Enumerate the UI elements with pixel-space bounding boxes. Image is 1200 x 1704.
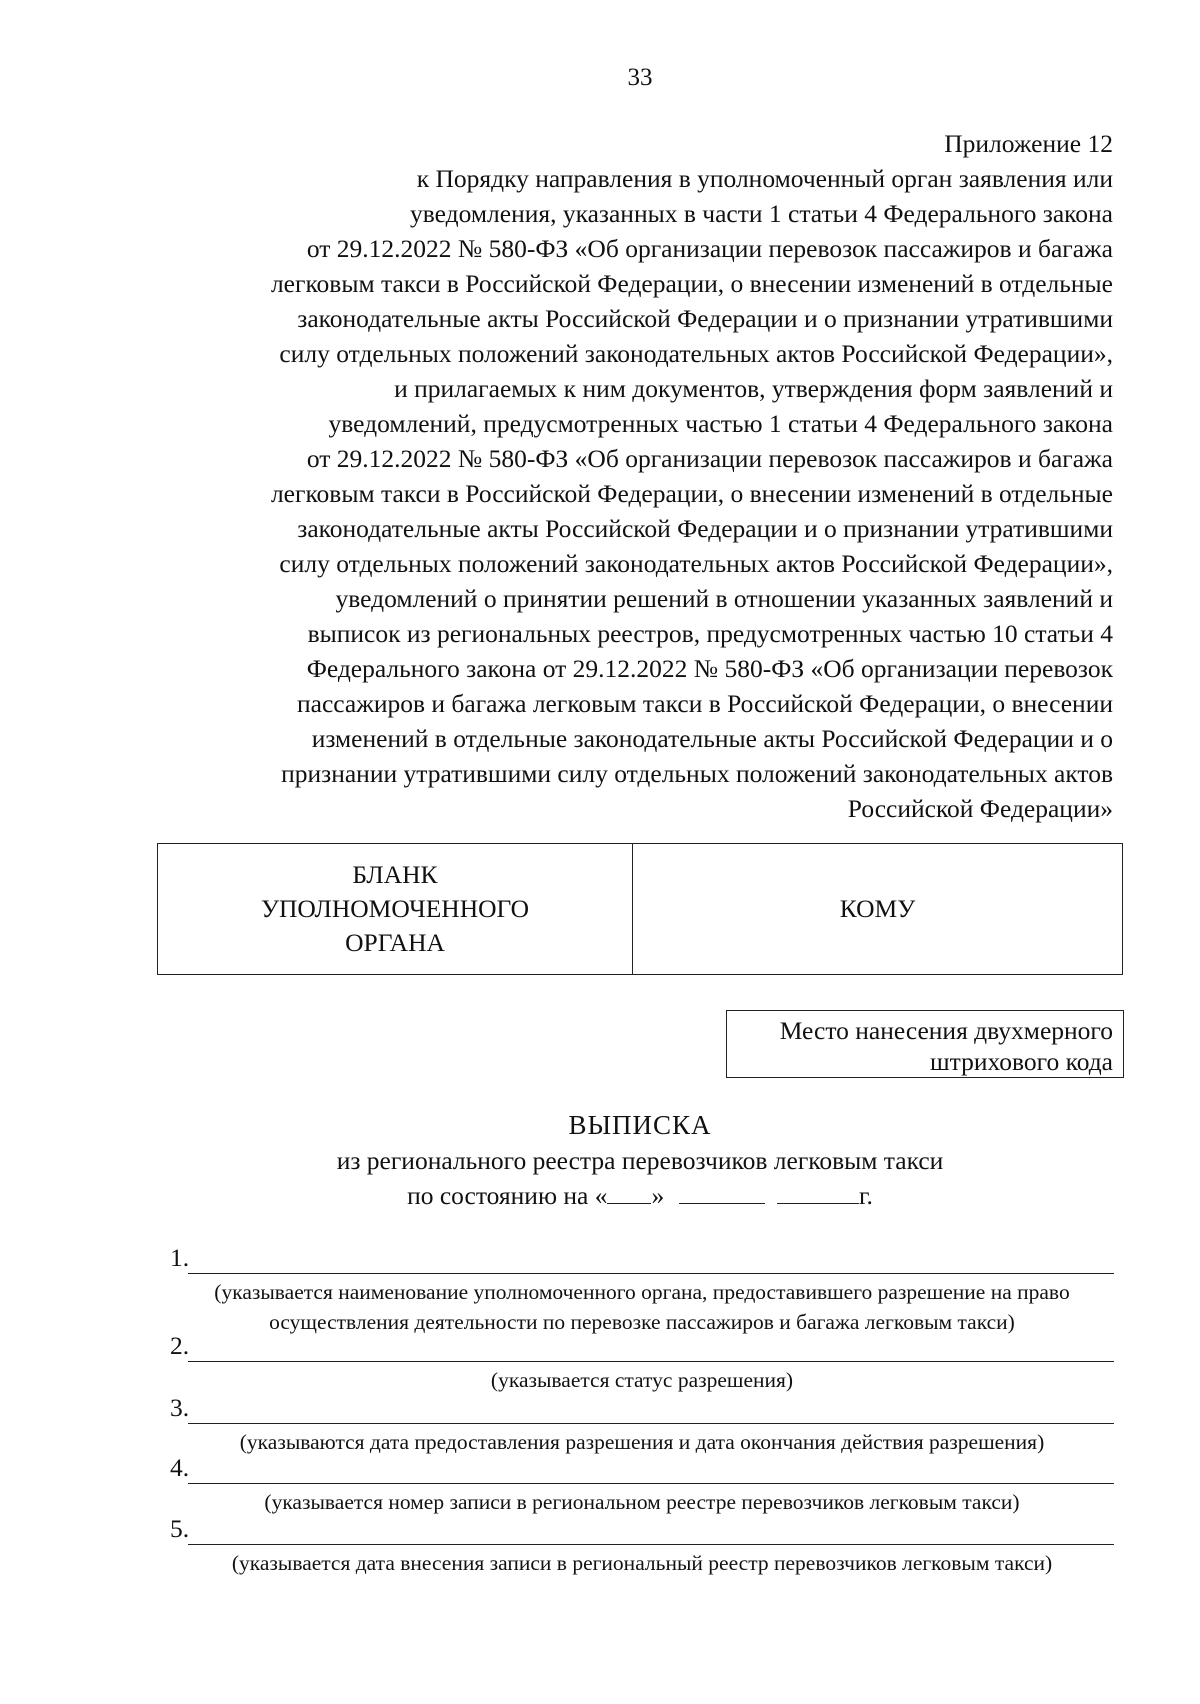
letterhead-line: ОРГАНА: [345, 928, 445, 957]
letterhead-line: УПОЛНОМОЧЕННОГО: [260, 894, 530, 923]
appendix-line: Российской Федерации»: [847, 794, 1113, 823]
month-blank[interactable]: [679, 1179, 765, 1204]
appendix-line: к Порядку направления в уполномоченный орган заявления или: [416, 164, 1113, 193]
barcode-placeholder: [726, 1010, 1124, 1078]
appendix-line: пассажиров и багажа легковым такси в Российской Федерации, о внесении: [297, 689, 1113, 718]
field-hint: (указывается статус разрешения): [490, 1368, 794, 1392]
field-record-number: [170, 1453, 1114, 1513]
appendix-line: легковым такси в Российской Федерации, о внесении изменений в отдельные: [270, 269, 1113, 298]
barcode-line: штрихового кода: [930, 1047, 1113, 1076]
appendix-line: законодательные акты Российской Федерации и о признании утратившими: [297, 514, 1113, 543]
field-number: 1.: [170, 1243, 190, 1272]
appendix-line: Приложение 12: [944, 129, 1113, 158]
field-hint: (указывается дата внесения записи в региональный реестр перевозчиков легковым такси): [231, 1551, 1053, 1575]
field-input-line[interactable]: [188, 1361, 1114, 1362]
field-input-line[interactable]: [188, 1423, 1114, 1424]
appendix-line: уведомлений, предусмотренных частью 1 статьи 4 Федерального закона: [328, 409, 1113, 438]
date-mid: »: [651, 1181, 665, 1210]
field-hint: (указывается номер записи в региональном реестре перевозчиков легковым такси): [264, 1490, 1020, 1514]
appendix-line: от 29.12.2022 № 580-ФЗ «Об организации перевозок пассажиров и багажа: [306, 444, 1113, 473]
appendix-line: законодательные акты Российской Федерации и о признании утратившими: [297, 304, 1113, 333]
field-input-line[interactable]: [188, 1483, 1114, 1484]
document-title-block: [290, 1108, 990, 1213]
authority-letterhead-cell: [158, 844, 633, 974]
year-blank[interactable]: [777, 1179, 859, 1204]
letterhead-line: БЛАНК: [352, 860, 438, 889]
appendix-line: и прилагаемых к ним документов, утверждения форм заявлений и: [394, 374, 1113, 403]
appendix-line: признании утратившими силу отдельных положений законодательных актов: [281, 759, 1113, 788]
field-permit-status: [170, 1331, 1114, 1391]
recipient-label: КОМУ: [839, 894, 916, 923]
page-number: 33: [627, 64, 653, 91]
field-input-line[interactable]: [188, 1544, 1114, 1545]
appendix-line: Федерального закона от 29.12.2022 № 580-ФЗ «Об организации перевозок: [306, 654, 1113, 683]
field-input-line[interactable]: [188, 1273, 1114, 1274]
date-suffix: г.: [858, 1181, 873, 1210]
appendix-line: уведомления, указанных в части 1 статьи 4 Федерального закона: [410, 199, 1113, 228]
field-hint: (указываются дата предоставления разрешения и дата окончания действия разрешения): [239, 1430, 1045, 1454]
appendix-line: изменений в отдельные законодательные акты Российской Федерации и о: [311, 724, 1113, 753]
field-permit-dates: [170, 1393, 1114, 1453]
field-number: 3.: [170, 1393, 190, 1422]
recipient-cell: [633, 844, 1122, 974]
day-blank[interactable]: [607, 1179, 651, 1204]
appendix-line: легковым такси в Российской Федерации, о внесении изменений в отдельные: [270, 479, 1113, 508]
appendix-header: [153, 126, 1113, 826]
appendix-line: уведомлений о принятии решений в отношении указанных заявлений и: [335, 584, 1113, 613]
field-number: 4.: [170, 1453, 190, 1482]
appendix-line: силу отдельных положений законодательных актов Российской Федерации»,: [279, 549, 1113, 578]
date-prefix: по состоянию на «: [407, 1181, 608, 1210]
document-subtitle: из регионального реестра перевозчиков легковым такси: [336, 1146, 944, 1175]
field-hint: (указывается наименование уполномоченного органа, предоставившего разрешение на право осуществления деятельности по перевозке пассажиров и багажа легковым такси): [214, 1280, 1070, 1334]
document-title: ВЫПИСКА: [568, 1110, 712, 1140]
appendix-line: выписок из региональных реестров, предусмотренных частью 10 статьи 4: [307, 619, 1113, 648]
appendix-line: от 29.12.2022 № 580-ФЗ «Об организации перевозок пассажиров и багажа: [306, 234, 1113, 263]
date-line: [290, 1178, 990, 1213]
field-number: 2.: [170, 1331, 190, 1360]
barcode-line: Место нанесения двухмерного: [779, 1016, 1113, 1045]
field-record-date: [170, 1514, 1114, 1574]
header-table: [157, 843, 1123, 975]
appendix-line: силу отдельных положений законодательных актов Российской Федерации»,: [279, 339, 1113, 368]
field-number: 5.: [170, 1514, 190, 1543]
field-authority-name: [170, 1243, 1114, 1335]
